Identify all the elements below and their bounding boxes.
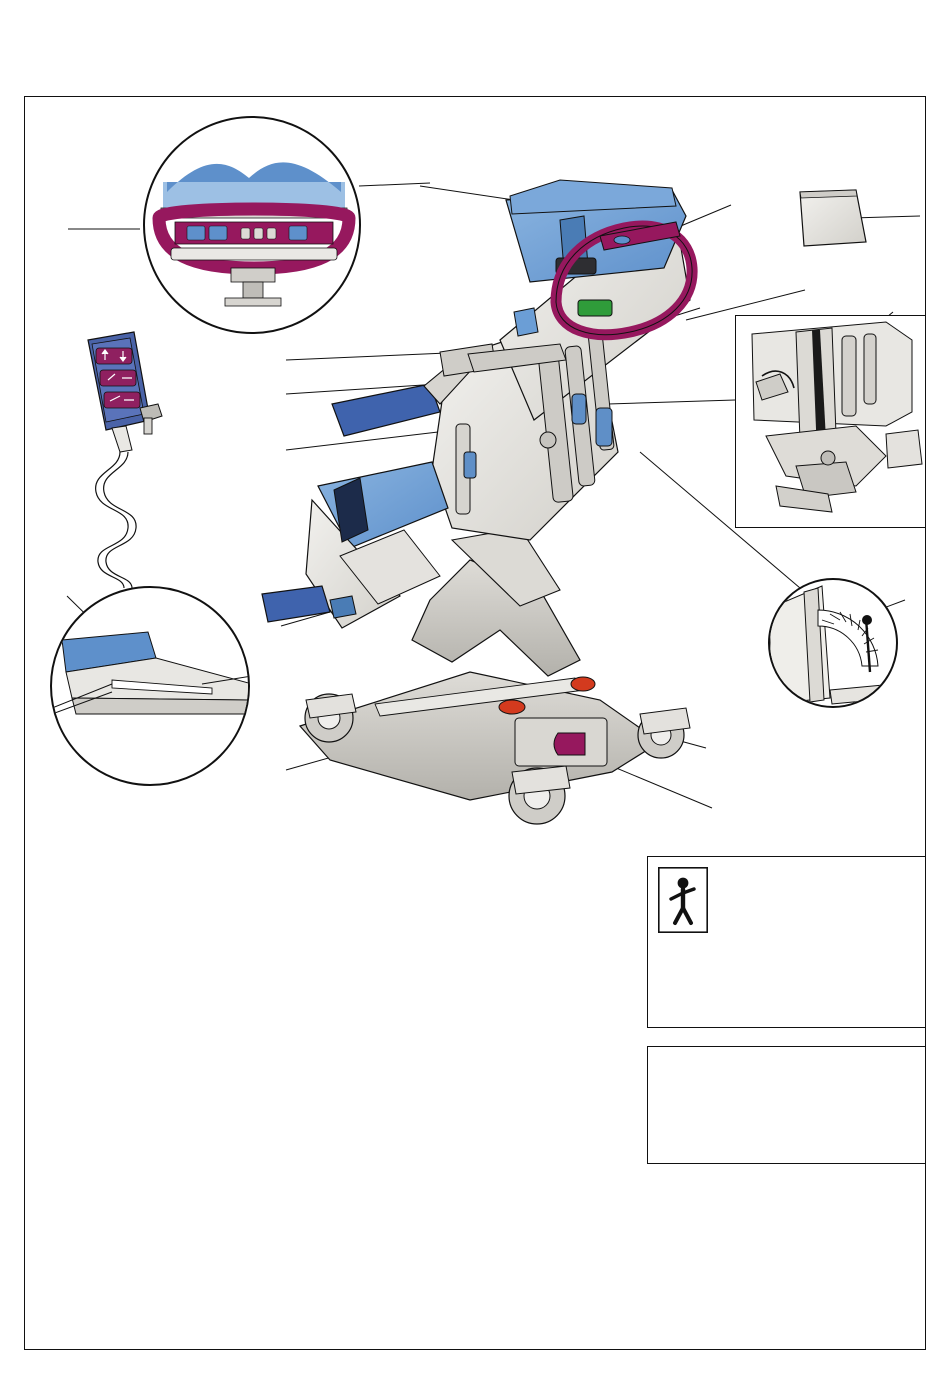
type-bf-applied-part-box: [647, 856, 926, 1028]
detail-bl-art: [52, 588, 250, 786]
standing-person-icon: [658, 867, 708, 933]
detail-right-art: [736, 316, 926, 528]
detail-br-art: [770, 580, 898, 708]
hand-control-pendant: [88, 332, 162, 588]
tilt-angle-gauge-detail: [768, 578, 898, 708]
detail-top-art: [145, 118, 361, 334]
ferrule-cap: [800, 190, 866, 246]
footrest-latch-detail: [50, 586, 250, 786]
note-box: [647, 1046, 926, 1164]
backrest-control-panel-detail: [143, 116, 361, 334]
column-mechanism-detail: [735, 315, 926, 528]
